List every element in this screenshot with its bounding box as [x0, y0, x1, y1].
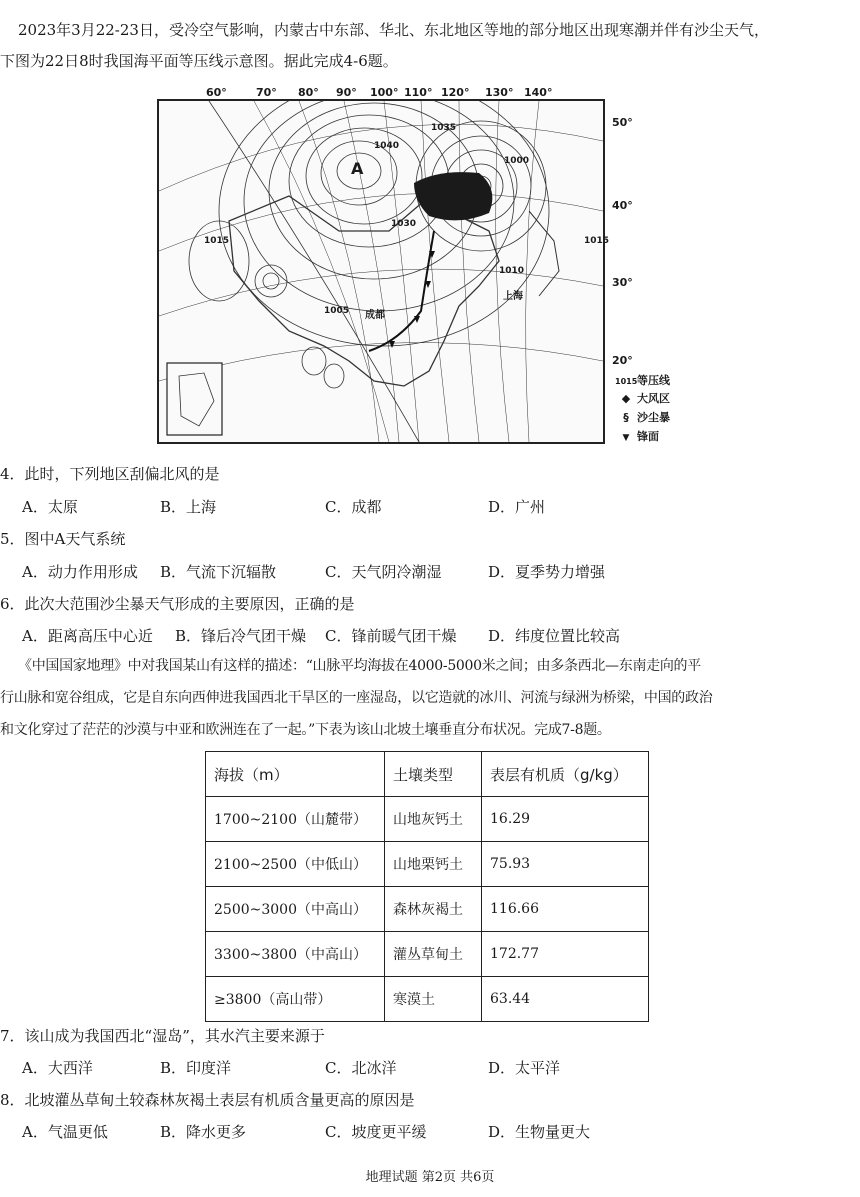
table-header: 土壤类型 — [385, 752, 482, 797]
option-a[interactable]: A．气温更低 — [22, 1123, 108, 1141]
table-cell: 116.66 — [482, 887, 649, 932]
table-header: 海拔（m） — [206, 752, 385, 797]
legend-label: 锋面 — [637, 430, 659, 443]
table-cell: 山地灰钙土 — [385, 797, 482, 842]
lon-label: 130° — [485, 86, 514, 99]
lat-label: 40° — [612, 199, 633, 212]
question-6-stem: 6．此次大范围沙尘暴天气形成的主要原因，正确的是 — [0, 595, 355, 613]
table-cell: 森林灰褐土 — [385, 887, 482, 932]
diamond-icon: ◆ — [621, 392, 631, 405]
isobar-label: 1015 — [204, 236, 230, 246]
city-label-shanghai: 上海 — [503, 291, 523, 302]
table-header-row — [206, 752, 649, 797]
high-pressure-label: A — [351, 159, 364, 178]
intro-line-2: 下图为22日8时我国海平面等压线示意图。据此完成4-6题。 — [0, 52, 398, 70]
table-cell: ≥3800（高山带） — [206, 977, 385, 1022]
lon-label: 70° — [256, 86, 277, 99]
table-cell: 172.77 — [482, 932, 649, 977]
lon-label: 120° — [441, 86, 470, 99]
isobar-label: 1010 — [499, 266, 525, 276]
lon-label: 110° — [404, 86, 433, 99]
isobar-label: 1015 — [584, 236, 610, 246]
option-b[interactable]: B．上海 — [160, 498, 217, 516]
lat-label: 30° — [612, 276, 633, 289]
table-row — [206, 887, 649, 932]
option-d[interactable]: D．纬度位置比较高 — [488, 627, 621, 645]
isobar-label: 1040 — [374, 141, 400, 151]
option-c[interactable]: C．成都 — [325, 498, 382, 516]
question-5-stem: 5．图中A天气系统 — [0, 530, 126, 548]
option-b[interactable]: B．印度洋 — [160, 1059, 232, 1077]
legend-label: 沙尘暴 — [637, 411, 670, 424]
sandstorm-icon: § — [623, 411, 629, 424]
table-cell: 灌丛草甸土 — [385, 932, 482, 977]
passage-line-1: 《中国国家地理》中对我国某山有这样的描述：“山脉平均海拔在4000-5000米之间；由多条西北—东南走向的平 — [18, 658, 701, 674]
option-d[interactable]: D．广州 — [488, 498, 546, 516]
isobar-label: 1030 — [391, 219, 417, 229]
city-label-chengdu: 成都 — [365, 310, 385, 321]
option-c[interactable]: C．天气阴冷潮湿 — [325, 563, 442, 581]
table-cell: 1700~2100（山麓带） — [206, 797, 385, 842]
table-cell: 75.93 — [482, 842, 649, 887]
option-c[interactable]: C．坡度更平缓 — [325, 1123, 427, 1141]
lon-label: 80° — [298, 86, 319, 99]
passage-line-3: 和文化穿过了茫茫的沙漠与中亚和欧洲连在了一起。”下表为该山北坡土壤垂直分布状况。完成7-8题。 — [0, 722, 611, 738]
lat-label: 50° — [612, 116, 633, 129]
table-cell: 寒漠土 — [385, 977, 482, 1022]
soil-distribution-table — [205, 751, 649, 1022]
legend-front — [615, 428, 659, 444]
table-header: 表层有机质（g/kg） — [482, 752, 649, 797]
isobar-label: 1035 — [431, 123, 457, 133]
table-row — [206, 977, 649, 1022]
legend-label: 大风区 — [637, 392, 670, 405]
option-c[interactable]: C．锋前暖气团干燥 — [325, 627, 457, 645]
table-cell: 3300~3800（中高山） — [206, 932, 385, 977]
table-row — [206, 842, 649, 887]
question-4-stem: 4．此时，下列地区刮偏北风的是 — [0, 465, 220, 483]
question-7-stem: 7．该山成为我国西北“湿岛”，其水汽主要来源于 — [0, 1027, 325, 1045]
lat-label: 20° — [612, 354, 633, 367]
legend-wind-area — [615, 390, 670, 406]
option-b[interactable]: B．锋后冷气团干燥 — [175, 627, 307, 645]
lon-label: 100° — [370, 86, 399, 99]
isobar-label: 1005 — [324, 306, 350, 316]
option-a[interactable]: A．大西洋 — [22, 1059, 93, 1077]
option-d[interactable]: D．生物量更大 — [488, 1123, 591, 1141]
table-row — [206, 932, 649, 977]
lon-label: 60° — [206, 86, 227, 99]
table-cell: 16.29 — [482, 797, 649, 842]
table-cell: 2100~2500（中低山） — [206, 842, 385, 887]
table-cell: 63.44 — [482, 977, 649, 1022]
table-cell: 2500~3000（中高山） — [206, 887, 385, 932]
option-b[interactable]: B．气流下沉辐散 — [160, 563, 277, 581]
isobar-map — [157, 99, 610, 444]
option-d[interactable]: D．夏季势力增强 — [488, 563, 606, 581]
intro-line-1: 2023年3月22-23日，受冷空气影响，内蒙古中东部、华北、东北地区等地的部分地区出现寒潮并伴有沙尘天气， — [18, 21, 769, 39]
option-d[interactable]: D．太平洋 — [488, 1059, 561, 1077]
legend-sandstorm — [615, 409, 670, 425]
legend-symbol: 1015 — [615, 377, 638, 386]
table-row — [206, 797, 649, 842]
passage-line-2: 行山脉和宽谷组成，它是自东向西伸进我国西北干旱区的一座湿岛，以它造就的冰川、河流与绿洲为桥梁，中国的政治 — [0, 690, 713, 706]
isobar-label: 1000 — [504, 156, 530, 166]
front-icon: ▼ — [622, 433, 630, 443]
legend-label: 等压线 — [637, 374, 670, 387]
option-a[interactable]: A．动力作用形成 — [22, 563, 138, 581]
question-8-stem: 8．北坡灌丛草甸土较森林灰褐土表层有机质含量更高的原因是 — [0, 1091, 415, 1109]
option-a[interactable]: A．太原 — [22, 498, 78, 516]
lon-label: 90° — [336, 86, 357, 99]
isobar-map-drawing — [159, 101, 603, 442]
option-b[interactable]: B．降水更多 — [160, 1123, 247, 1141]
legend-isobar — [615, 372, 670, 388]
option-a[interactable]: A．距离高压中心近 — [22, 627, 153, 645]
option-c[interactable]: C．北冰洋 — [325, 1059, 397, 1077]
table-cell: 山地栗钙土 — [385, 842, 482, 887]
lon-label: 140° — [524, 86, 553, 99]
page-footer: 地理试题 第2页 共6页 — [365, 1170, 495, 1185]
